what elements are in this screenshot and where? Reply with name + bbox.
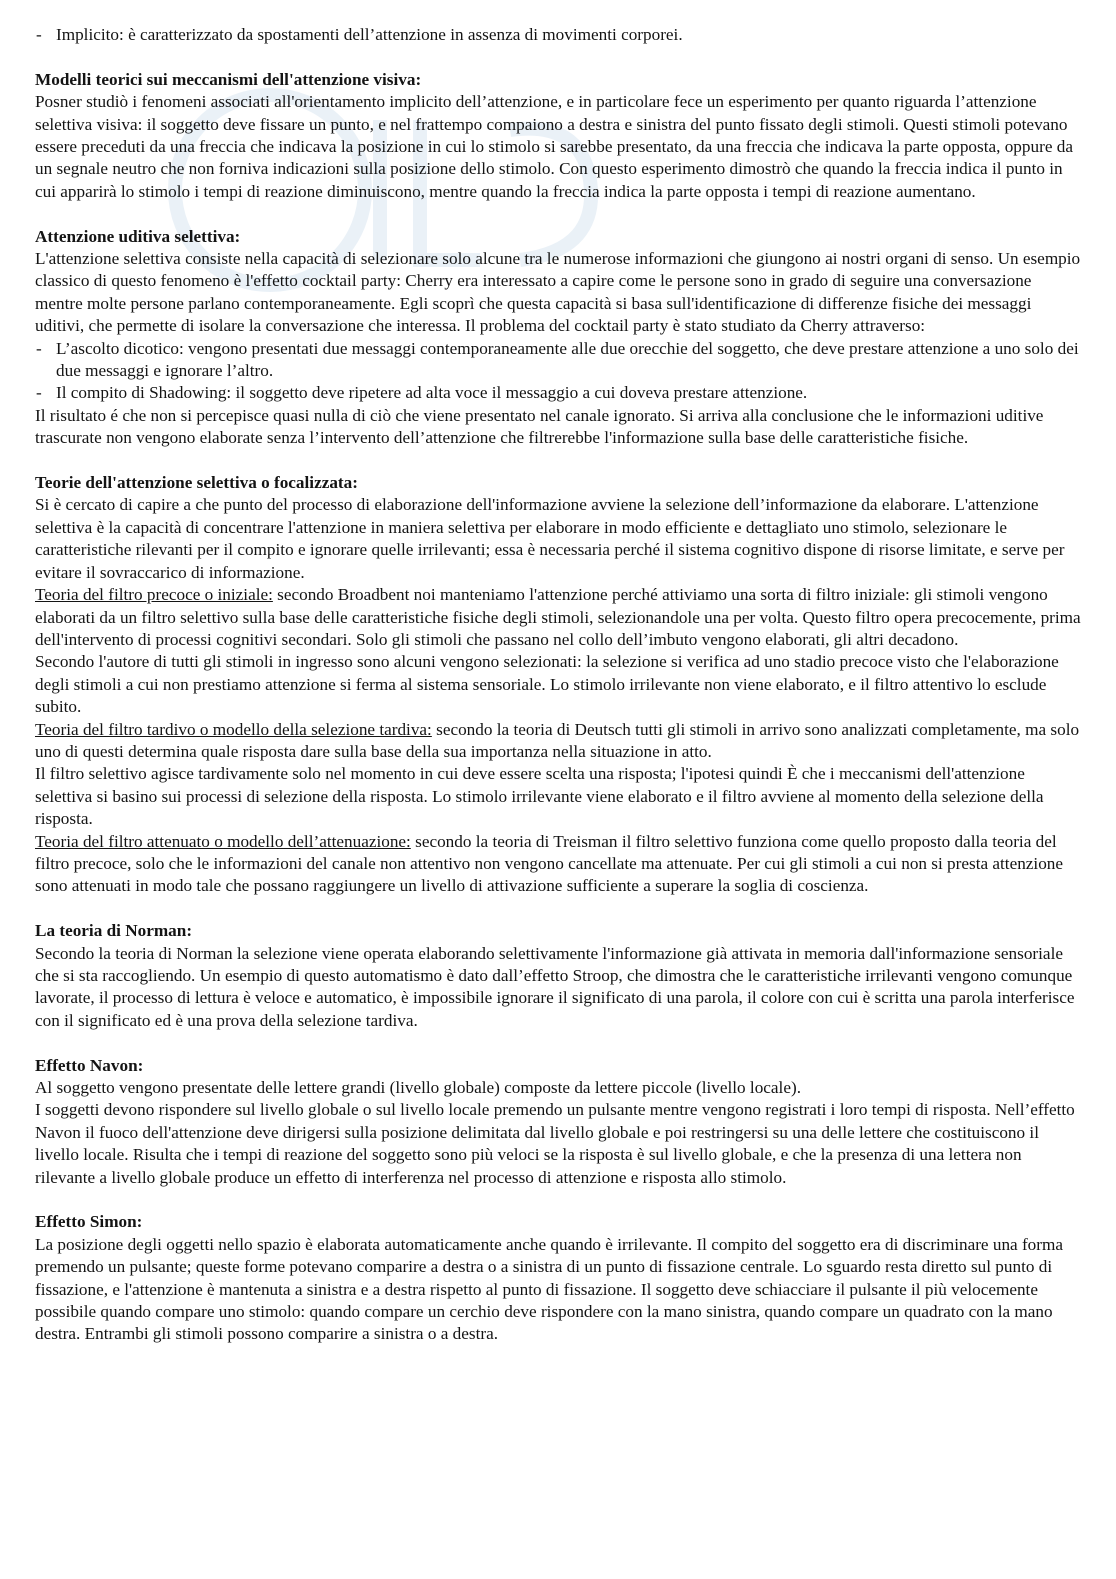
dash-icon: - <box>36 383 42 403</box>
paragraph: Posner studiò i fenomeni associati all'orientamento implicito dell’attenzione, e in particolare fece un esperimento per quanto riguarda l’attenzione selettiva visiva: il soggetto deve fissare un punto, e nel frattempo compaiono a destra e sinistra del punto fissato degli stimoli. Questi stimoli potevano essere preceduti da una freccia che indicava la posizione in cui lo stimolo si sarebbe presentato, da una freccia che indicava la parte opposta, oppure da un segnale neutro che non forniva indicazioni sulla posizione dello stimolo. Con questo esperimento dimostrò che quando la freccia indica il punto in cui apparirà lo stimolo i tempi di reazione diminuiscono, mentre quando la freccia indica la parte opposta i tempi di reazione aumentano. <box>35 92 1073 201</box>
theory-text: secondo la teoria di Deutsch tutti gli stimoli in arrivo sono analizzati completamente, ma solo uno di questi determina quale risposta dare sulla base della sua importanza nella situazione in atto. <box>35 719 1080 761</box>
section-attenzione-uditiva <box>35 226 1081 450</box>
list-item <box>35 382 1081 404</box>
section-attenzione-selettiva <box>35 472 1081 898</box>
dash-icon: - <box>36 338 42 358</box>
paragraph-filtro-precoce <box>35 584 1081 651</box>
document-page <box>35 24 1081 1346</box>
bullet-list <box>35 338 1081 405</box>
section-heading: Modelli teorici sui meccanismi dell'attenzione visiva: <box>35 69 422 89</box>
section-heading: Teorie dell'attenzione selettiva o focalizzata: <box>35 473 358 493</box>
paragraph-filtro-tardivo <box>35 719 1081 764</box>
section-posner <box>35 69 1081 203</box>
list-item-text: L’ascolto dicotico: vengono presentati due messaggi contemporaneamente alle due orecchie del soggetto, che deve prestare attenzione a uno solo dei due messaggi e ignorare l’altro. <box>56 338 1079 381</box>
theory-label: Teoria del filtro precoce o iniziale: <box>35 585 273 605</box>
paragraph: La posizione degli oggetti nello spazio è elaborata automaticamente anche quando è irrilevante. Il compito del soggetto era di discriminare una forma premendo un pulsante; queste forme potevano comparire a destra o a sinistra di un punto di fissazione centrale. Lo sguardo resta diretto sul punto di fissazione, e l'attenzione è mantenuta a sinistra e a destra rispetto al punto di fissazione. Il soggetto deve schiacciare il pulsante il più velocemente possibile quando compare uno stimolo: quando compare un cerchio deve rispondere con la mano sinistra, quando compare un quadrato con la mano destra. Entrambi gli stimoli possono comparire a sinistra o a destra. <box>35 1234 1064 1344</box>
section-heading: Effetto Simon: <box>35 1212 143 1232</box>
dash-icon: - <box>36 25 42 44</box>
paragraph: Il risultato é che non si percepisce quasi nulla di ciò che viene presentato nel canale ignorato. Si arriva alla conclusione che le informazioni uditive trascurate non vengono elaborate senza l’intervento dell’attenzione che filtrerebbe l'informazione sulla base delle caratteristiche fisiche. <box>35 405 1044 448</box>
paragraph: Si è cercato di capire a che punto del processo di elaborazione dell'informazione avviene la selezione dell’informazione da elaborare. L'attenzione selettiva è la capacità di concentrare l'attenzione in maniera selettiva per elaborare in modo efficiente e dettagliato uno stimolo, selezionare le caratteristiche rilevanti per il compito e ignorare quelle irrilevanti; essa è necessaria perché il sistema cognitivo dispone di risorse limitate, e serve per evitare il sovraccarico di informazione. <box>35 495 1065 582</box>
paragraph: L'attenzione selettiva consiste nella capacità di selezionare solo alcune tra le numerose informazioni che giungono ai nostri organi di senso. Un esempio classico di questo fenomeno è l'effetto cocktail party: Cherry era interessato a capire come le persone sono in grado di seguire una conversazione mentre molte persone parlano contemporaneamente. Egli scoprì che questa capacità si basa sull'identificazione di differenze fisiche dei messaggi uditivi, che permette di isolare la conversazione che interessa. Il problema del cocktail party è stato studiato da Cherry attraverso: <box>35 249 1081 336</box>
intro-bullet-text: Implicito: è caratterizzato da spostamenti dell’attenzione in assenza di movimenti corporei. <box>56 25 683 44</box>
paragraph: Secondo l'autore di tutti gli stimoli in ingresso sono alcuni vengono selezionati: la selezione si verifica ad uno stadio precoce visto che l'elaborazione degli stimoli a cui non prestiamo attenzione si ferma al sistema sensoriale. Lo stimolo irrilevante non viene elaborato, e il filtro attentivo lo esclude subito. <box>35 652 1059 717</box>
paragraph: Il filtro selettivo agisce tardivamente solo nel momento in cui deve essere scelta una risposta; l'ipotesi quindi È che i meccanismi dell'attenzione selettiva si basino sui processi di selezione della risposta. Lo stimolo irrilevante viene elaborato e il filtro avviene al momento della selezione della risposta. <box>35 764 1044 829</box>
list-item-text: Il compito di Shadowing: il soggetto deve ripetere ad alta voce il messaggio a cui doveva prestare attenzione. <box>56 383 808 403</box>
section-norman <box>35 920 1081 1032</box>
paragraph-filtro-attenuato <box>35 831 1081 898</box>
theory-label: Teoria del filtro tardivo o modello della selezione tardiva: <box>35 719 432 739</box>
section-simon <box>35 1211 1081 1345</box>
theory-label: Teoria del filtro attenuato o modello dell’attenuazione: <box>35 831 411 851</box>
paragraph: Secondo la teoria di Norman la selezione viene operata elaborando selettivamente l'informazione già attivata in memoria dall'informazione sensoriale che si sta raccogliendo. Un esempio di questo automatismo è dato dall’effetto Stroop, che dimostra che le caratteristiche irrilevanti vengono comunque lavorate, il processo di lettura è veloce e automatico, è impossibile ignorare il significato di una parola, il colore con cui è scritta una parola interferisce con il significato ed è una prova della selezione tardiva. <box>35 943 1075 1030</box>
paragraph: Al soggetto vengono presentate delle lettere grandi (livello globale) composte da lettere piccole (livello locale). <box>35 1078 801 1098</box>
section-heading: La teoria di Norman: <box>35 921 193 941</box>
theory-text: secondo la teoria di Treisman il filtro selettivo funziona come quello proposto dalla teoria del filtro precoce, solo che le informazioni del canale non attentivo non vengono cancellate ma attenuate. Per cui gli stimoli a cui non si presta attenzione sono attenuati in modo tale che possano raggiungere un livello di attivazione sufficiente a superare la soglia di coscienza. <box>35 831 1064 896</box>
theory-text: secondo Broadbent noi manteniamo l'attenzione perché attiviamo una sorta di filtro iniziale: gli stimoli vengono elaborati da un filtro selettivo sulla base delle caratteristiche fisiche degli stimoli, selezionandole una per volta. Questo filtro opera precocemente, prima dell'intervento di processi cognitivi secondari. Solo gli stimoli che passano nel collo dell’imbuto vengono elaborati, gli altri decadono. <box>35 585 1081 649</box>
section-navon <box>35 1055 1081 1189</box>
section-heading: Effetto Navon: <box>35 1055 144 1075</box>
intro-bullet <box>35 24 1081 46</box>
list-item <box>35 338 1081 383</box>
paragraph: I soggetti devono rispondere sul livello globale o sul livello locale premendo un pulsante mentre vengono registrati i loro tempi di risposta. Nell’effetto Navon il fuoco dell'attenzione deve dirigersi sulla posizione delimitata dal livello globale e poi restringersi su una delle lettere che costituiscono il livello locale. Risulta che i tempi di reazione del soggetto sono più veloci se la risposta è sul livello globale, e che la presenza di una lettera non rilevante a livello globale produce un effetto di interferenza nel processo di attenzione e risposta allo stimolo. <box>35 1100 1075 1187</box>
section-heading: Attenzione uditiva selettiva: <box>35 226 241 246</box>
